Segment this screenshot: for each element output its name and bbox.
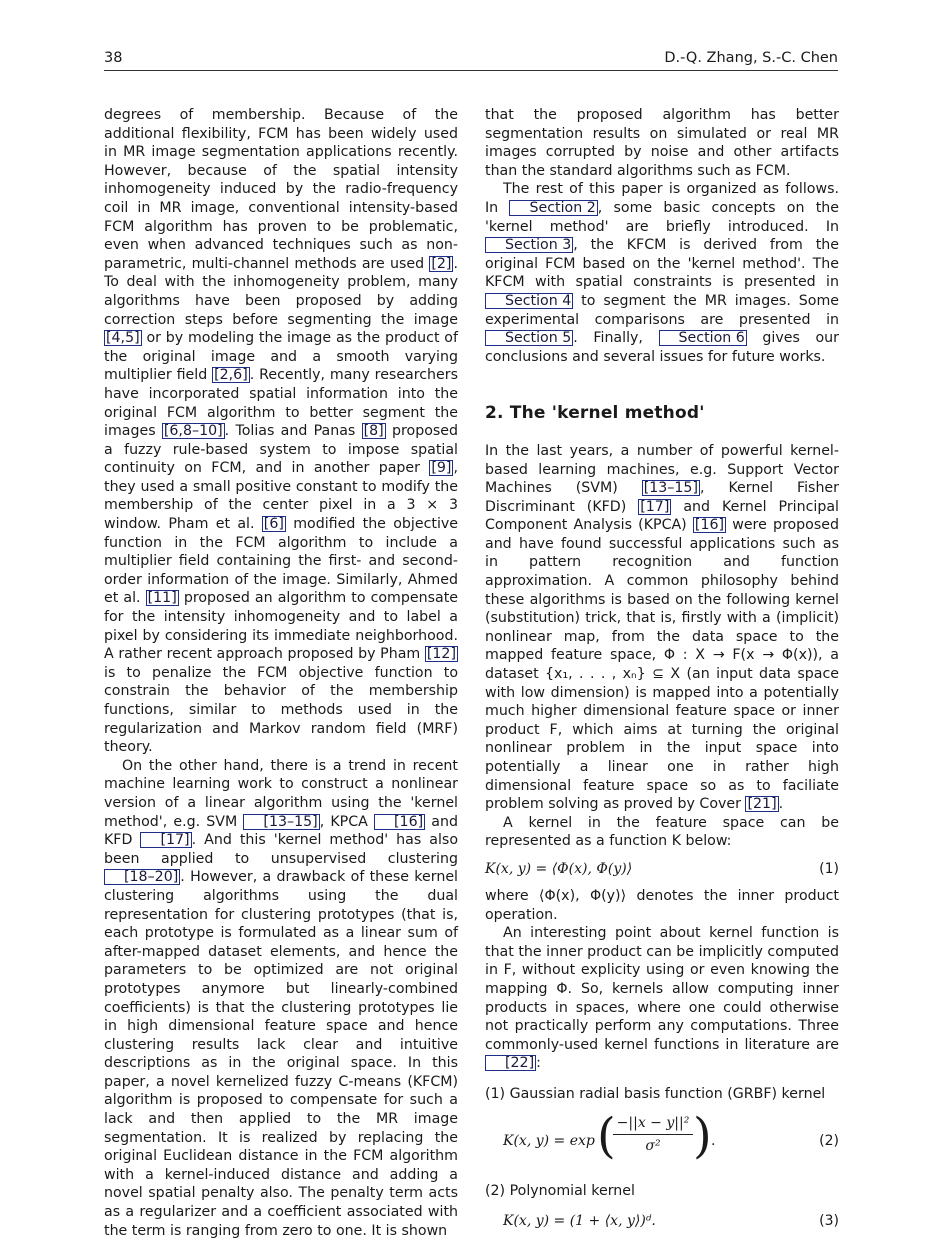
section-heading: 2. The 'kernel method' <box>485 403 705 424</box>
list-item-grbf: (1) Gaussian radial basis function (GRBF) kernel <box>485 1085 826 1102</box>
citation-link[interactable]: [22] <box>485 1055 536 1071</box>
citation-link[interactable]: [18–20] <box>104 869 180 885</box>
equation-2 <box>485 1107 839 1176</box>
citation-link[interactable]: [16] <box>694 517 725 534</box>
citation-link[interactable]: [13–15] <box>643 480 698 497</box>
section-link[interactable]: Section 4 <box>485 293 573 309</box>
running-authors: D.-Q. Zhang, S.-C. Chen <box>664 50 838 66</box>
right-paragraph-3: In the last years, a number of powerful kernel-based learning machines, e.g. Support Vector Machines (SVM) [13–15] , Kernel Fisher Discriminant (KFD) [17] and Kernel Principal Component Analysis (KPCA) [16] were proposed and have found successful applications such as in pattern recognition and function approximation. A common philosophy behind these algorithms is based on the following kernel (substitution) trick, that is, firstly with a (implicit) nonlinear map, from the data space to the mapped feature space, Φ : X → F(x → Φ(x)), a dataset {x₁, . . . , xₙ} ⊆ X (an input data space with low dimension) is mapped into a potentially much higher dimensional feature space or inner product F, which aims at turning the original nonlinear problem in the input space into potentially a linear one in rather high dimensional feature space so as to faciliate problem solving as proved by Cover [21] . <box>485 442 839 813</box>
section-link[interactable]: Section 5 <box>485 330 573 346</box>
citation-link[interactable]: [17] <box>640 498 670 515</box>
right-paragraph-1: that the proposed algorithm has better segmentation results on simulated or real MR images corrupted by noise and other artifacts than the standard algorithms such as FCM. <box>485 107 839 179</box>
citation-link[interactable]: [13–15] <box>243 814 319 830</box>
citation-link[interactable]: [2] <box>431 255 452 272</box>
equation-2-numerator: −||x − y||² <box>613 1114 693 1136</box>
citation-link[interactable]: [6,8–10] <box>163 423 223 440</box>
equation-2-period: . <box>711 1132 716 1149</box>
section-link[interactable]: Section 6 <box>659 330 747 346</box>
citation-link[interactable]: [11] <box>147 590 177 607</box>
section-link[interactable]: Section 3 <box>485 237 573 253</box>
right-paragraph-2: The rest of this paper is organized as follows. In Section 2 , some basic concepts on the 'kernel method' are briefly introduced. In Section 3 , the KFCM is derived from the original FCM based on the 'kernel method'. The KFCM with spatial constraints is presented in Section 4 to segment the MR images. Some experimental comparisons are presented in Section 5 . Finally, Section 6 gives our conclusions and several issues for future works. <box>485 181 840 365</box>
list-item-polynomial: (2) Polynomial kernel <box>485 1182 635 1199</box>
citation-link[interactable]: [2,6] <box>214 367 248 384</box>
equation-3-body: K(x, y) = (1 + ⟨x, y⟩)ᵈ. <box>503 1213 656 1230</box>
left-paragraph-2: On the other hand, there is a trend in recent machine learning work to construct a nonlinear version of a linear algorithm using the 'kernel method', e.g. SVM [13–15] , KPCA [16] and KFD [17] . And this 'kernel method' has also been applied to unsupervised clustering [18–20] . However, a drawback of these kernel clustering algorithms using the dual representation for clustering prototypes (that is, each prototype is formulated as a linear sum of after-mapped dataset elements, and hence the parameters to be optimized are not original prototypes anymore but linearly-combined coefficients) is that the clustering prototypes lie in high dimensional feature space and hence clustering results lack clear and intuitive descriptions as in the original space. In this paper, a novel kernelized fuzzy C-means (KFCM) algorithm is proposed to compensate for such a lack and then applied to the MR image segmentation. It is realized by replacing the original Euclidean distance in the FCM algorithm with a kernel-induced distance and adding a novel spatial penalty also. The penalty term acts as a regularizer and a coefficient associated with the term is ranging from zero to one. It is shown <box>104 757 458 1239</box>
right-paragraph-6: An interesting point about kernel function is that the inner product can be implicitly computed in F, without explicity using or even knowing the mapping Φ. So, kernels allow computing inner products in spaces, where one could otherwise not practically perform any computations. Three commonly-used kernel functions in literature are [22] : <box>485 925 839 1072</box>
citation-link[interactable]: [9] <box>431 460 452 477</box>
running-header <box>104 50 838 71</box>
right-paragraph-4: A kernel in the feature space can be represented as a function K below: <box>485 814 839 850</box>
right-column <box>485 106 839 1234</box>
left-paren: ( <box>597 1107 616 1164</box>
equation-3 <box>485 1210 839 1234</box>
equation-1-number: (1) <box>819 860 839 877</box>
citation-link[interactable]: [6] <box>263 516 284 533</box>
citation-link[interactable]: [8] <box>363 423 384 440</box>
right-paragraph-5: where ⟨Φ(x), Φ(y)⟩ denotes the inner product operation. <box>485 887 839 923</box>
equation-2-number: (2) <box>819 1132 839 1149</box>
citation-link[interactable]: [4,5] <box>106 330 140 347</box>
equation-1-body: K(x, y) = ⟨Φ(x), Φ(y)⟩ <box>485 860 633 877</box>
equation-2-denominator: σ² <box>645 1138 661 1155</box>
citation-link[interactable]: [21] <box>747 796 777 813</box>
citation-link[interactable]: [16] <box>374 814 425 830</box>
equation-1 <box>485 857 839 883</box>
section-link[interactable]: Section 2 <box>509 200 597 216</box>
right-paren: ) <box>693 1107 712 1164</box>
citation-link[interactable]: [12] <box>426 646 456 663</box>
left-column <box>104 106 458 1240</box>
equation-3-number: (3) <box>819 1213 839 1230</box>
page-number: 38 <box>104 50 123 66</box>
equation-2-fraction <box>613 1114 693 1156</box>
left-paragraph-1: degrees of membership. Because of the additional flexibility, FCM has been widely used in MR image segmentation applications recently. However, because of the spatial intensity inhomogeneity induced by the radio-frequency coil in MR image, conventional intensity-based FCM algorithm has proven to be problematic, even when advanced techniques such as non-parametric, multi-channel methods are used [2] . To deal with the inhomogeneity problem, many algorithms have been proposed by adding correction steps before segmenting the image [4,5] or by modeling the image as the product of the original image and a smooth varying multiplier field [2,6] . Recently, many researchers have incorporated spatial information into the original FCM algorithm to better segment the images [6,8–10] . Tolias and Panas [8] proposed a fuzzy rule-based system to impose spatial continuity on FCM, and in another paper [9] , they used a small positive constant to modify the membership of the center pixel in a 3 × 3 window. Pham et al. [6] modified the objective function in the FCM algorithm to include a multiplier field containing the first- and second-order information of the image. Similarly, Ahmed et al. [11] proposed an algorithm to compensate for the intensity inhomogeneity and to label a pixel by considering its immediate neighborhood. A rather recent approach proposed by Pham [12] is to penalize the FCM objective function to constrain the behavior of the membership functions, similar to methods used in the regularization and Markov random field (MRF) theory. <box>104 107 459 756</box>
equation-2-lhs: K(x, y) = exp <box>503 1132 595 1149</box>
citation-link[interactable]: [17] <box>140 832 191 848</box>
